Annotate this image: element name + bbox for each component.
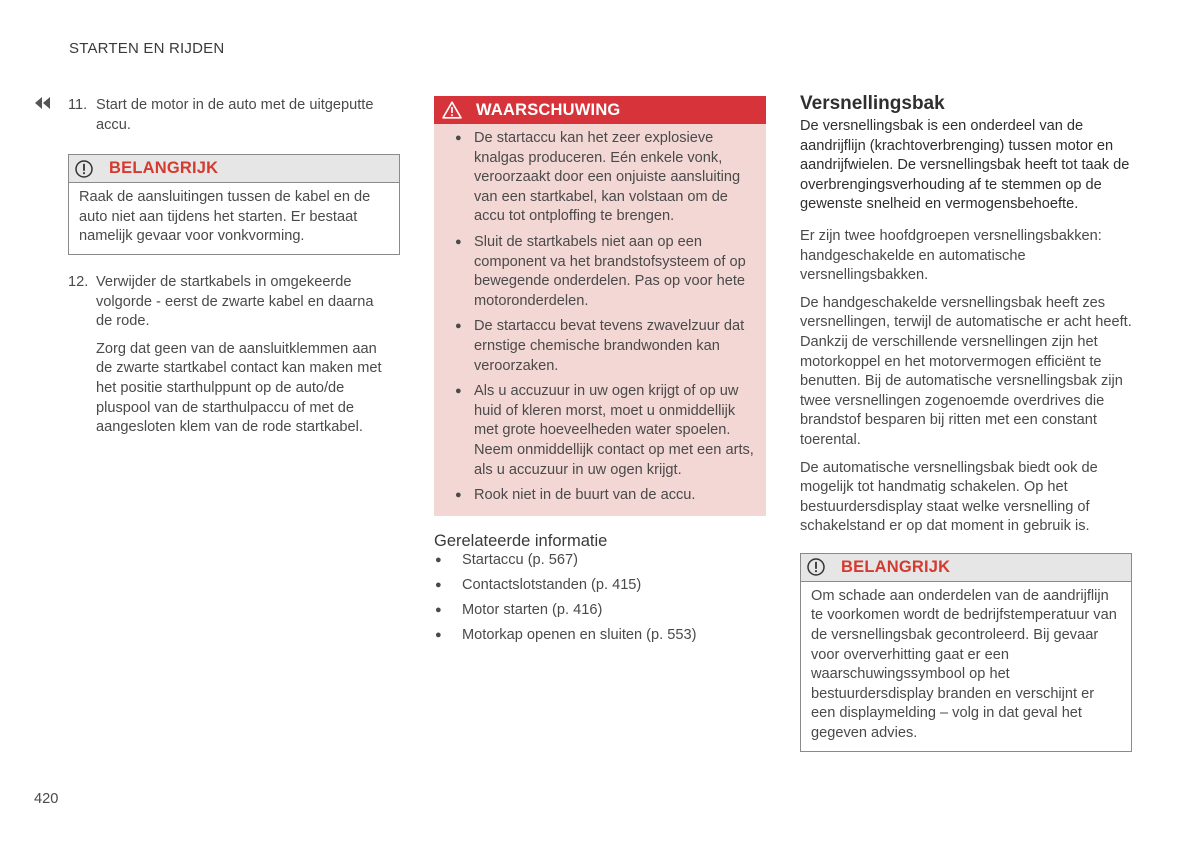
warning-item-text: De startaccu kan het zeer explosieve knalgas produceren. Eén enkele vonk, veroorzaakt door een onjuiste aansluiting van een startkabel, kan volstaan om de accu tot ontploffing te brengen. (474, 130, 741, 225)
body-paragraph: De automatische versnellingsbak biedt ook de mogelijk tot handmatig schakelen. Op het bestuurdersdisplay staat welke versnelling of schakelstand er op dat moment in gebruik is. (800, 459, 1098, 535)
body-paragraph: Er zijn twee hoofdgroepen versnellingsbakken: handgeschakelde en automatische versnellingsbakken. (800, 227, 1102, 284)
bullet-dot-icon: ● (435, 578, 442, 591)
related-link-text[interactable]: Motor starten (p. 416) (462, 602, 603, 619)
notice-body: Om schade aan onderdelen van de aandrijflijn te voorkomen wordt de bedrijfstemperatuur van de versnellingsbak gecontroleerd. Bij gevaar voor oververhitting gaat er een waarschuwingssymbool op het bestuurdersdisplay branden en verschijnt er een displaymelding – volg in dat geval het gegeven advies. (811, 587, 1117, 742)
warning-triangle-icon (442, 101, 462, 119)
notice-header (69, 155, 399, 183)
bullet-dot-icon: ● (455, 132, 462, 144)
body-paragraph: De handgeschakelde versnellingsbak heeft zes versnellingen, terwijl de automatische er acht heeft. Dankzij de verschillende versnellingen zijn het motorkoppel en het motorvermogen efficiënt te benutten. Bij de automatische versnellingsbak zijn twee versnellingen zogenoemde overdrives die brandstof besparen bij ritten met een constant toerental. (800, 294, 1132, 448)
warning-item (444, 233, 756, 311)
related-link-text[interactable]: Startaccu (p. 567) (462, 551, 578, 568)
step-text: Start de motor in de auto met de uitgeputte accu. (96, 97, 374, 133)
lead-paragraph: De versnellingsbak is een onderdeel van de aandrijflijn (krachtoverbrenging) tussen motor en aandrijfwielen. De versnellingsbak heeft tot taak de overbrengingsverhouding af te stemmen op de gewenste snelheid en vermogensbehoefte. (800, 118, 1130, 213)
related-info-list (434, 551, 766, 646)
related-link[interactable] (434, 601, 766, 621)
bullet-dot-icon: ● (455, 385, 462, 398)
middle-column (434, 96, 766, 651)
related-link[interactable] (434, 626, 766, 646)
bullet-dot-icon: ● (455, 489, 462, 502)
warning-item (444, 486, 756, 506)
bullet-dot-icon: ● (435, 553, 442, 566)
page-number: 420 (34, 791, 59, 807)
step-number: 11. (68, 97, 88, 113)
notice-box-belangrijk (800, 553, 1132, 752)
related-link[interactable] (434, 576, 766, 596)
warning-item (444, 129, 756, 227)
warning-title: WAARSCHUWING (476, 100, 621, 119)
bullet-dot-icon: ● (435, 629, 442, 642)
warning-item-text: Rook niet in de buurt van de accu. (474, 487, 696, 504)
related-link-text[interactable]: Motorkap openen en sluiten (p. 553) (462, 627, 697, 644)
section-header: STARTEN EN RIJDEN (69, 40, 225, 57)
step-12 (68, 273, 400, 332)
bullet-dot-icon: ● (455, 320, 462, 333)
step-11 (68, 96, 400, 135)
notice-title: BELANGRIJK (841, 557, 951, 576)
exclamation-circle-icon (75, 160, 93, 178)
notice-title: BELANGRIJK (109, 159, 219, 178)
warning-box (434, 96, 766, 516)
section-title: Versnellingsbak (800, 93, 945, 114)
warning-list (434, 124, 766, 516)
step-12-note: Zorg dat geen van de aansluitklemmen aan de zwarte startkabel contact kan maken met het positie starthulppunt op de auto/de pluspool van de starthulpaccu of met de aangesloten klem van de rode startkabel. (96, 340, 382, 436)
warning-item-text: Sluit de startkabels niet aan op een component va het brandstofsysteem of op bewegende onderdelen. Pas op voor hete motoronderdelen. (474, 233, 746, 309)
bullet-dot-icon: ● (435, 604, 442, 617)
warning-item-text: Als u accuzuur in uw ogen krijgt of op uw huid of kleren morst, moet u onmiddellijk met grote hoeveelheden water spoelen. Neem onmiddellijk contact op met een arts, als u accuzuur in uw ogen krijgt. (474, 383, 754, 478)
right-column (800, 93, 1132, 752)
warning-item (444, 382, 756, 480)
related-link-text[interactable]: Contactslotstanden (p. 415) (462, 576, 642, 593)
notice-box-belangrijk (68, 154, 400, 255)
step-number: 12. (68, 273, 89, 290)
bullet-dot-icon: ● (455, 235, 462, 248)
exclamation-circle-icon (807, 558, 825, 576)
related-info-title: Gerelateerde informatie (434, 531, 608, 550)
notice-body: Raak de aansluitingen tussen de kabel en de auto niet aan tijdens het starten. Er bestaat namelijk gevaar voor vonkvorming. (79, 189, 371, 245)
warning-item (444, 317, 756, 376)
related-link[interactable] (434, 551, 766, 571)
step-text: Verwijder de startkabels in omgekeerde volgorde - eerst de zwarte kabel en daarna de rode. (96, 273, 374, 330)
warning-item-text: De startaccu bevat tevens zwavelzuur dat ernstige chemische brandwonden kan veroorzaken. (474, 318, 745, 374)
warning-header (434, 96, 766, 124)
notice-header (801, 554, 1131, 582)
double-left-arrow-icon[interactable] (34, 96, 52, 110)
left-column (68, 96, 400, 438)
